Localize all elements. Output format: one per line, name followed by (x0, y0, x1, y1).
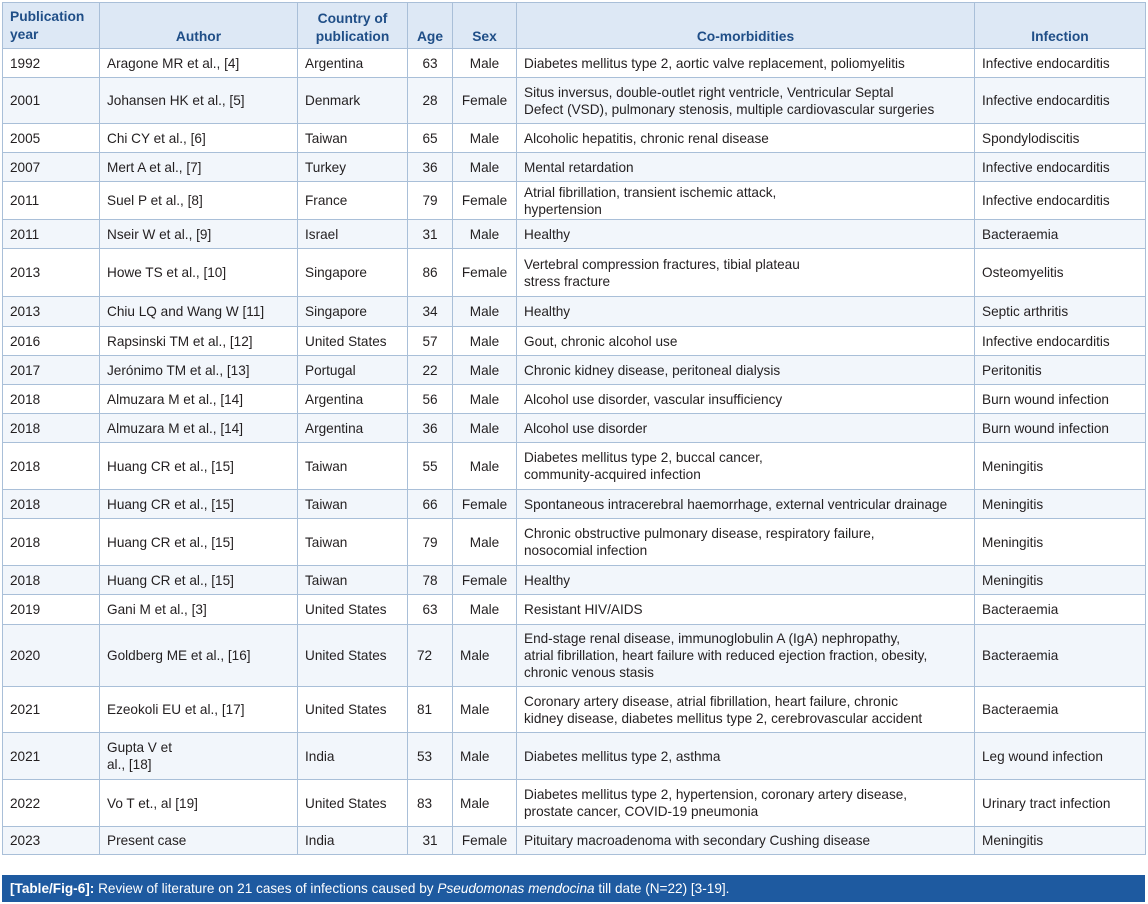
cell-infection: Meningitis (975, 490, 1146, 519)
cell-sex: Male (453, 124, 517, 153)
table-row (3, 443, 1146, 490)
cell-country: Taiwan (298, 124, 408, 153)
cell-sex: Male (453, 595, 517, 625)
cell-author: Almuzara M et al., [14] (100, 414, 298, 443)
cell-country: Singapore (298, 249, 408, 297)
cell-author: Goldberg ME et al., [16] (100, 625, 298, 687)
caption-text-after: till date (N=22) [3-19]. (594, 881, 730, 896)
cell-sex: Male (453, 443, 517, 490)
cell-infection: Spondylodiscitis (975, 124, 1146, 153)
cell-author: Huang CR et al., [15] (100, 519, 298, 566)
cell-sex: Male (453, 327, 517, 356)
cell-author: Almuzara M et al., [14] (100, 385, 298, 414)
cell-age: 56 (408, 385, 453, 414)
cell-publication-year: 2013 (3, 249, 100, 297)
cell-sex: Male (453, 49, 517, 78)
table-row (3, 124, 1146, 153)
cell-age: 83 (408, 780, 453, 827)
cell-comorbidities: Healthy (517, 297, 975, 327)
cell-comorbidities: Spontaneous intracerebral haemorrhage, external ventricular drainage (517, 490, 975, 519)
cell-country: United States (298, 327, 408, 356)
cell-comorbidities: Gout, chronic alcohol use (517, 327, 975, 356)
cell-age: 28 (408, 78, 453, 124)
table-row (3, 414, 1146, 443)
cell-author: Vo T et., al [19] (100, 780, 298, 827)
cell-comorbidities: Healthy (517, 566, 975, 595)
cell-publication-year: 2013 (3, 297, 100, 327)
cell-infection: Meningitis (975, 443, 1146, 490)
cell-age: 36 (408, 153, 453, 182)
cell-comorbidities: Alcohol use disorder, vascular insufficiency (517, 385, 975, 414)
table-row (3, 827, 1146, 855)
cell-country: Taiwan (298, 566, 408, 595)
cell-country: India (298, 733, 408, 780)
cell-comorbidities: Diabetes mellitus type 2, buccal cancer, community-acquired infection (517, 443, 975, 490)
cell-country: Denmark (298, 78, 408, 124)
cell-infection: Bacteraemia (975, 687, 1146, 733)
cell-author: Rapsinski TM et al., [12] (100, 327, 298, 356)
cell-publication-year: 2023 (3, 827, 100, 855)
table-row (3, 780, 1146, 827)
cell-country: Taiwan (298, 519, 408, 566)
cell-infection: Bacteraemia (975, 220, 1146, 249)
header-infection: Infection (975, 3, 1146, 49)
cell-country: Turkey (298, 153, 408, 182)
cell-country: Argentina (298, 414, 408, 443)
header-author: Author (100, 3, 298, 49)
cell-country: Taiwan (298, 490, 408, 519)
cell-sex: Female (453, 566, 517, 595)
cell-sex: Male (453, 356, 517, 385)
cell-age: 86 (408, 249, 453, 297)
table-caption (2, 875, 1145, 902)
cell-age: 31 (408, 827, 453, 855)
table-row (3, 385, 1146, 414)
cell-comorbidities: Diabetes mellitus type 2, aortic valve replacement, poliomyelitis (517, 49, 975, 78)
cell-infection: Infective endocarditis (975, 49, 1146, 78)
cell-comorbidities: Coronary artery disease, atrial fibrillation, heart failure, chronic kidney disease, diabetes mellitus type 2, cerebrovascular accident (517, 687, 975, 733)
cell-sex: Male (453, 625, 517, 687)
caption-organism: Pseudomonas mendocina (437, 881, 595, 896)
cell-age: 78 (408, 566, 453, 595)
cell-infection: Peritonitis (975, 356, 1146, 385)
table-row (3, 153, 1146, 182)
cell-comorbidities: Resistant HIV/AIDS (517, 595, 975, 625)
cell-publication-year: 2011 (3, 220, 100, 249)
cell-author: Mert A et al., [7] (100, 153, 298, 182)
cell-sex: Male (453, 733, 517, 780)
cell-age: 72 (408, 625, 453, 687)
cell-infection: Urinary tract infection (975, 780, 1146, 827)
caption-text-before: Review of literature on 21 cases of infections caused by (94, 881, 438, 896)
cell-age: 22 (408, 356, 453, 385)
cell-sex: Male (453, 385, 517, 414)
cell-infection: Osteomyelitis (975, 249, 1146, 297)
table-row (3, 182, 1146, 220)
table-row (3, 220, 1146, 249)
cell-publication-year: 2007 (3, 153, 100, 182)
cell-sex: Male (453, 780, 517, 827)
caption-label: [Table/Fig-6]: (10, 881, 95, 896)
cell-infection: Burn wound infection (975, 414, 1146, 443)
header-country: Country of publication (298, 3, 408, 49)
cell-sex: Female (453, 78, 517, 124)
header-comorbidities: Co-morbidities (517, 3, 975, 49)
cell-age: 57 (408, 327, 453, 356)
cell-age: 79 (408, 182, 453, 220)
cell-publication-year: 2005 (3, 124, 100, 153)
cell-sex: Female (453, 490, 517, 519)
header-row (3, 3, 1146, 49)
cell-sex: Male (453, 220, 517, 249)
table-row (3, 356, 1146, 385)
table-row (3, 49, 1146, 78)
table-body (3, 49, 1146, 855)
cell-sex: Male (453, 153, 517, 182)
cell-age: 63 (408, 49, 453, 78)
cell-sex: Male (453, 414, 517, 443)
cell-infection: Infective endocarditis (975, 153, 1146, 182)
cell-comorbidities: Chronic kidney disease, peritoneal dialysis (517, 356, 975, 385)
literature-table-container (2, 2, 1145, 855)
cell-comorbidities: Diabetes mellitus type 2, asthma (517, 733, 975, 780)
cell-infection: Meningitis (975, 566, 1146, 595)
cell-country: Portugal (298, 356, 408, 385)
cell-infection: Meningitis (975, 519, 1146, 566)
table-row (3, 519, 1146, 566)
literature-review-table (2, 2, 1146, 855)
cell-age: 81 (408, 687, 453, 733)
cell-infection: Infective endocarditis (975, 78, 1146, 124)
cell-infection: Infective endocarditis (975, 182, 1146, 220)
cell-author: Chiu LQ and Wang W [11] (100, 297, 298, 327)
cell-age: 34 (408, 297, 453, 327)
cell-sex: Female (453, 249, 517, 297)
cell-comorbidities: Alcoholic hepatitis, chronic renal disease (517, 124, 975, 153)
cell-age: 36 (408, 414, 453, 443)
cell-publication-year: 2016 (3, 327, 100, 356)
table-row (3, 297, 1146, 327)
cell-country: Argentina (298, 49, 408, 78)
header-age: Age (408, 3, 453, 49)
cell-publication-year: 2018 (3, 490, 100, 519)
cell-comorbidities: Pituitary macroadenoma with secondary Cushing disease (517, 827, 975, 855)
cell-publication-year: 2011 (3, 182, 100, 220)
cell-age: 66 (408, 490, 453, 519)
cell-country: United States (298, 687, 408, 733)
table-row (3, 78, 1146, 124)
cell-author: Huang CR et al., [15] (100, 490, 298, 519)
cell-publication-year: 2018 (3, 566, 100, 595)
header-sex: Sex (453, 3, 517, 49)
cell-age: 65 (408, 124, 453, 153)
cell-publication-year: 1992 (3, 49, 100, 78)
cell-publication-year: 2022 (3, 780, 100, 827)
cell-author: Jerónimo TM et al., [13] (100, 356, 298, 385)
cell-publication-year: 2018 (3, 519, 100, 566)
cell-infection: Bacteraemia (975, 595, 1146, 625)
cell-publication-year: 2001 (3, 78, 100, 124)
cell-publication-year: 2018 (3, 414, 100, 443)
cell-author: Aragone MR et al., [4] (100, 49, 298, 78)
cell-author: Huang CR et al., [15] (100, 443, 298, 490)
cell-sex: Female (453, 182, 517, 220)
cell-infection: Leg wound infection (975, 733, 1146, 780)
cell-infection: Septic arthritis (975, 297, 1146, 327)
cell-sex: Male (453, 519, 517, 566)
cell-publication-year: 2018 (3, 385, 100, 414)
cell-country: Argentina (298, 385, 408, 414)
cell-author: Gani M et al., [3] (100, 595, 298, 625)
cell-age: 63 (408, 595, 453, 625)
cell-publication-year: 2019 (3, 595, 100, 625)
cell-author: Ezeokoli EU et al., [17] (100, 687, 298, 733)
cell-sex: Male (453, 297, 517, 327)
cell-publication-year: 2021 (3, 687, 100, 733)
cell-age: 55 (408, 443, 453, 490)
cell-author: Nseir W et al., [9] (100, 220, 298, 249)
cell-comorbidities: Situs inversus, double-outlet right ventricle, Ventricular Septal Defect (VSD), pulmonary stenosis, multiple cardiovascular surgeries (517, 78, 975, 124)
table-row (3, 687, 1146, 733)
cell-country: United States (298, 625, 408, 687)
cell-author: Present case (100, 827, 298, 855)
table-row (3, 733, 1146, 780)
cell-author: Gupta V et al., [18] (100, 733, 298, 780)
table-header (3, 3, 1146, 49)
cell-publication-year: 2020 (3, 625, 100, 687)
cell-age: 53 (408, 733, 453, 780)
cell-infection: Burn wound infection (975, 385, 1146, 414)
cell-comorbidities: Vertebral compression fractures, tibial plateau stress fracture (517, 249, 975, 297)
table-row (3, 249, 1146, 297)
cell-country: Taiwan (298, 443, 408, 490)
header-publication-year: Publication year (3, 3, 100, 49)
cell-author: Huang CR et al., [15] (100, 566, 298, 595)
cell-author: Suel P et al., [8] (100, 182, 298, 220)
cell-comorbidities: Atrial fibrillation, transient ischemic attack, hypertension (517, 182, 975, 220)
cell-infection: Meningitis (975, 827, 1146, 855)
table-row (3, 490, 1146, 519)
cell-infection: Infective endocarditis (975, 327, 1146, 356)
table-row (3, 566, 1146, 595)
cell-comorbidities: End-stage renal disease, immunoglobulin A (IgA) nephropathy, atrial fibrillation, heart failure with reduced ejection fraction, obesity, chronic venous stasis (517, 625, 975, 687)
cell-comorbidities: Healthy (517, 220, 975, 249)
cell-country: Singapore (298, 297, 408, 327)
cell-comorbidities: Alcohol use disorder (517, 414, 975, 443)
cell-author: Chi CY et al., [6] (100, 124, 298, 153)
cell-country: Israel (298, 220, 408, 249)
cell-country: India (298, 827, 408, 855)
cell-author: Johansen HK et al., [5] (100, 78, 298, 124)
cell-comorbidities: Mental retardation (517, 153, 975, 182)
cell-age: 79 (408, 519, 453, 566)
table-row (3, 327, 1146, 356)
table-row (3, 625, 1146, 687)
cell-publication-year: 2017 (3, 356, 100, 385)
cell-comorbidities: Chronic obstructive pulmonary disease, respiratory failure, nosocomial infection (517, 519, 975, 566)
cell-country: United States (298, 595, 408, 625)
cell-sex: Female (453, 827, 517, 855)
cell-sex: Male (453, 687, 517, 733)
table-row (3, 595, 1146, 625)
cell-age: 31 (408, 220, 453, 249)
cell-country: France (298, 182, 408, 220)
cell-author: Howe TS et al., [10] (100, 249, 298, 297)
cell-publication-year: 2021 (3, 733, 100, 780)
cell-infection: Bacteraemia (975, 625, 1146, 687)
cell-publication-year: 2018 (3, 443, 100, 490)
cell-comorbidities: Diabetes mellitus type 2, hypertension, coronary artery disease, prostate cancer, COVID-19 pneumonia (517, 780, 975, 827)
cell-country: United States (298, 780, 408, 827)
